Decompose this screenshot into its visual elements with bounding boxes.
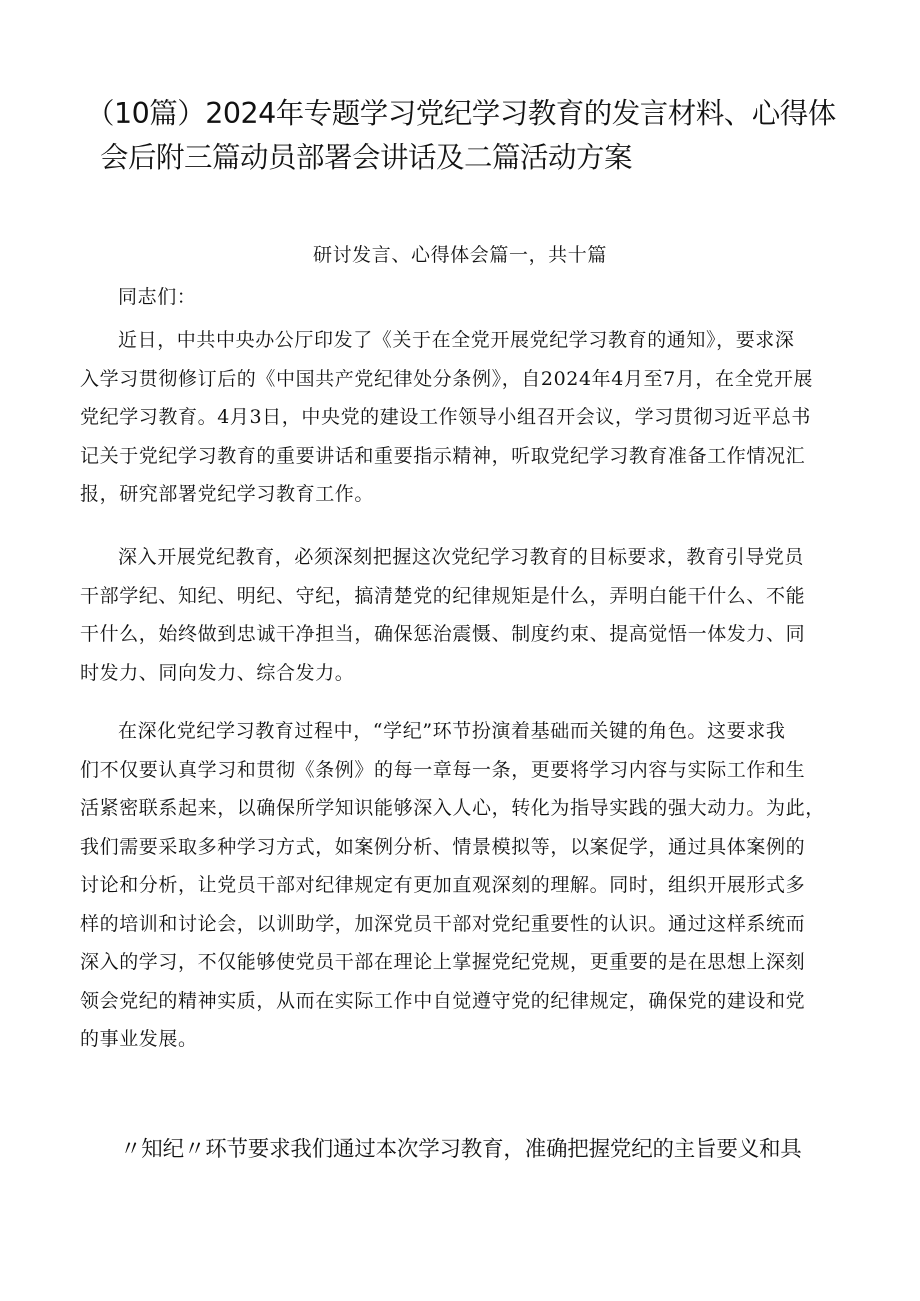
- paragraph-line: 党纪学习教育。4月3日，中央党的建设工作领导小组召开会议，学习贯彻习近平总书: [80, 406, 811, 428]
- paragraph: [80, 712, 880, 1059]
- paragraph-line: 时发力、同向发力、综合发力。: [80, 661, 355, 684]
- paragraph-line: 样的培训和讨论会，以训助学，加深党员干部对党纪重要性的认识。通过这样系统而: [80, 912, 806, 935]
- paragraph-line: 在深化党纪学习教育过程中，“学纪”环节扮演着基础而关键的角色。这要求我: [118, 720, 786, 742]
- paragraph-line: 深入的学习，不仅能够使党员干部在理论上掌握党纪党规，更重要的是在思想上深刻: [80, 951, 806, 973]
- paragraph-line: 活紧密联系起来，以确保所学知识能够深入人心，转化为指导实践的强大动力。为此，: [80, 797, 825, 819]
- paragraph-line: 深入开展党纪教育，必须深刻把握这次党纪学习教育的目标要求，教育引导党员: [118, 546, 805, 568]
- paragraph-line: 报，研究部署党纪学习教育工作。: [80, 483, 375, 505]
- paragraph: [80, 538, 880, 692]
- paragraph-line: 入学习贯彻修订后的《中国共产党纪律处分条例》，自2024年4月至7月，在全党开展: [80, 367, 814, 390]
- salutation: 同志们：: [118, 286, 197, 308]
- paragraph-line: 我们需要采取多种学习方式，如案例分析、情景模拟等，以案促学，通过具体案例的: [80, 835, 806, 858]
- paragraph-line: 近日，中共中央办公厅印发了《关于在全党开展党纪学习教育的通知》，要求深: [118, 329, 795, 351]
- paragraph-line: 干什么，始终做到忠诚干净担当，确保惩治震慑、制度约束、提高觉悟一体发力、同: [80, 623, 806, 645]
- paragraph-line: 领会党纪的精神实质，从而在实际工作中自觉遵守党的纪律规定，确保党的建设和党: [80, 989, 806, 1012]
- document-title: [86, 92, 876, 180]
- paragraph-line: 记关于党纪学习教育的重要讲话和重要指示精神，听取党纪学习教育准备工作情况汇: [80, 444, 806, 467]
- paragraph-line: 们不仅要认真学习和贯彻《条例》的每一章每一条，更要将学习内容与实际工作和生: [80, 758, 806, 781]
- section-lead-text: 〃知纪〃环节要求我们通过本次学习教育，准确把握党纪的主旨要义和具: [120, 1137, 802, 1162]
- paragraph-line: 讨论和分析，让党员干部对纪律规定有更加直观深刻的理解。同时，组织开展形式多: [80, 874, 806, 896]
- paragraph-line: 的事业发展。: [80, 1028, 198, 1050]
- paragraph-line: 干部学纪、知纪、明纪、守纪，搞清楚党的纪律规矩是什么，弄明白能干什么、不能: [80, 584, 806, 607]
- section-subtitle: 研讨发言、心得体会篇一，共十篇: [312, 244, 607, 266]
- title-line: 会后附三篇动员部署会讲话及二篇活动方案: [100, 141, 633, 174]
- paragraph: [80, 321, 880, 514]
- title-line: （10篇）2024年专题学习党纪学习教育的发言材料、心得体: [86, 97, 836, 130]
